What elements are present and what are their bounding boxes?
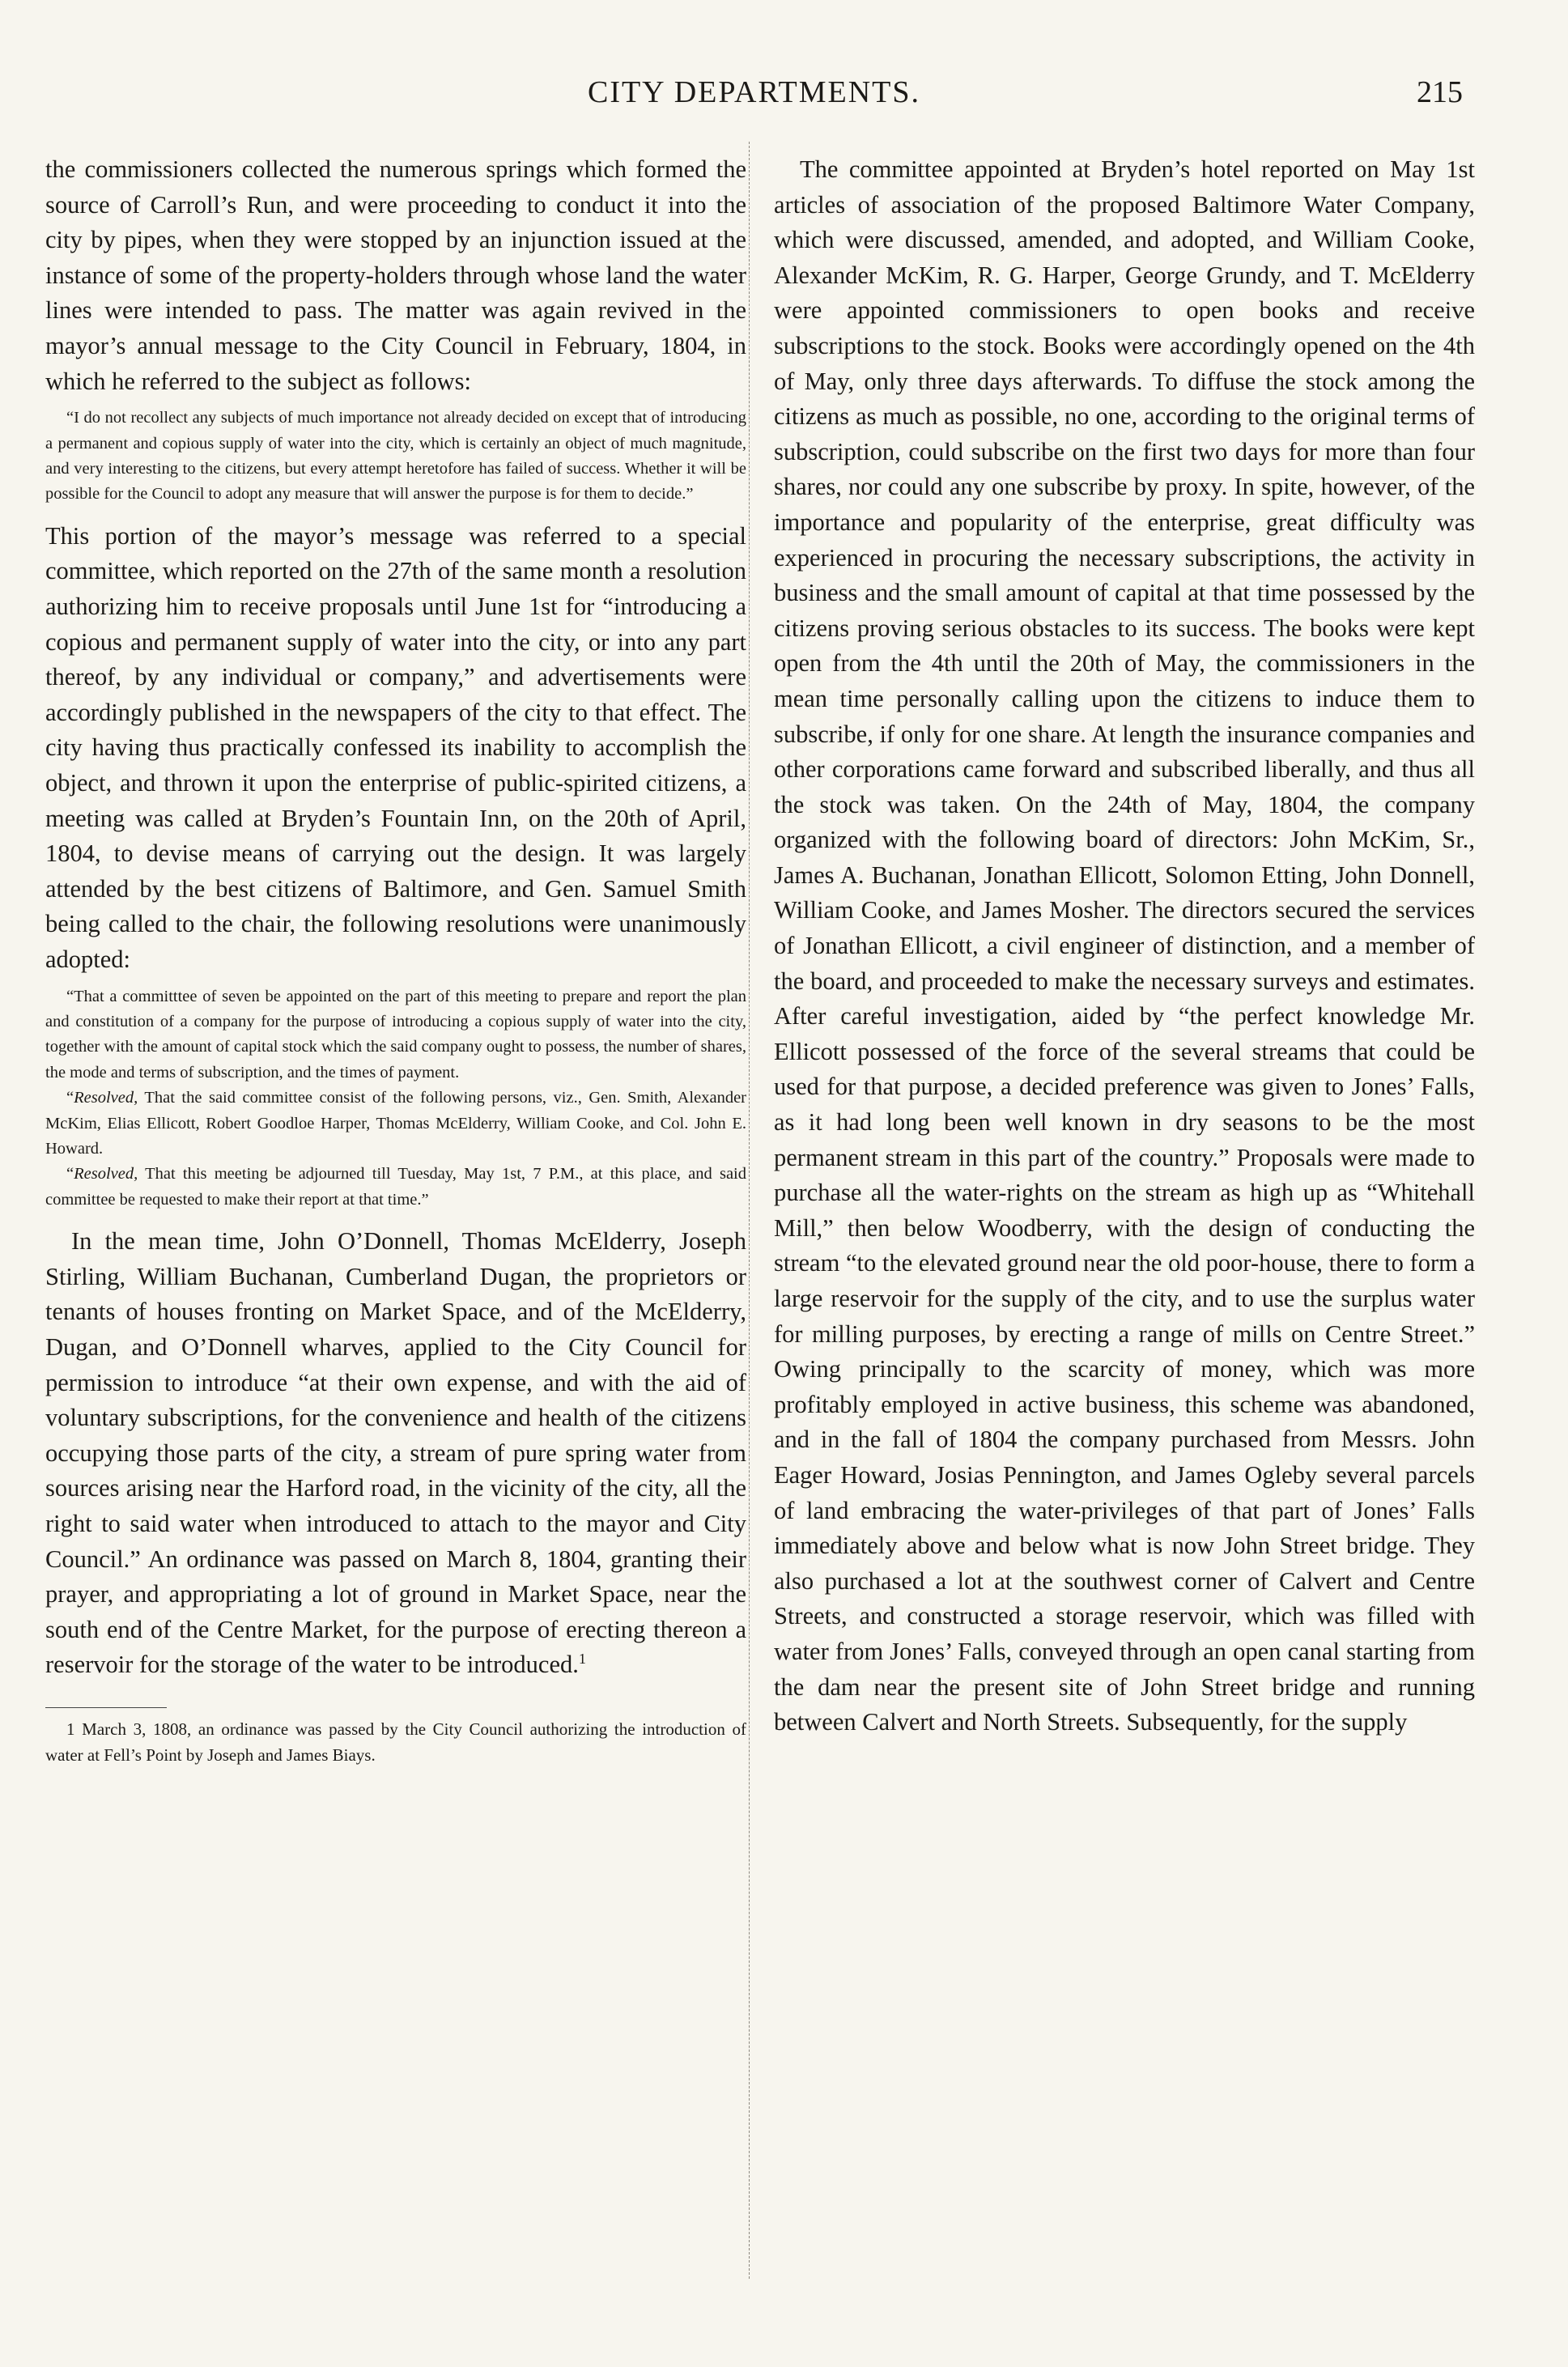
paragraph: The committee appointed at Bryden’s hotel reported on May 1st articles of association of the proposed Baltimore Water Company, which were discussed, amended, and adopted, and William Cooke, Alexander McKim, R. G. Harper, George Grundy, and T. McElderry were appointed commissioners to open books and receive subscriptions to the stock. Books were accordingly opened on the 4th of May, only three days afterwards. To diffuse the stock among the citizens as much as possible, no one, according to the original terms of subscription, could subscribe on the first two days for more than four shares, nor could any one subscribe by proxy. In spite, however, of the importance and popularity of the enterprise, great difficulty was experienced in procuring the necessary subscriptions, the activity in business and the small amount of capital at that time possessed by the citizens proving serious obstacles to its success. The books were kept open from the 4th until the 20th of May, the commissioners in the mean time personally calling upon the citizens to induce them to subscribe, if only for one share. At length the insurance companies and other corporations came forward and subscribed liberally, and thus all the stock was taken. On the 24th of May, 1804, the company organized with the following board of directors: John McKim, Sr., James A. Buchanan, Jonathan Ellicott, Solomon Etting, John Donnell, William Cooke, and James Mosher. The directors secured the services of Jonathan Ellicott, a civil engineer of distinction, and a member of the board, and proceeded to make the necessary surveys and estimates. After careful investigation, aided by “the perfect knowledge Mr. Ellicott possessed of the force of the several streams that could be used for that purpose, a decided preference was given to Jones’ Falls, as it had long been well known in dry seasons to be the most permanent stream in this part of the country.” Proposals were made to purchase all the water-rights on the stream as high up as “Whitehall Mill,” then below Woodberry, with the design of conducting the stream “to the elevated ground near the old poor-house, there to form a large reservoir for the supply of the city, and to use the surplus water for milling purposes, by erecting a range of mills on Centre Street.” Owing principally to the scarcity of money, which was more profitably employed in active business, this scheme was abandoned, and in the fall of 1804 the company purchased from Messrs. John Eager Howard, Josias Pennington, and James Ogleby several parcels of land embracing the water-privileges of that part of Jones’ Falls immediately above and below what is now John Street bridge. They also purchased a lot at the southwest corner of Calvert and Centre Streets, and constructed a storage reservoir, which was filled with water from Jones’ Falls, conveyed through an open canal starting from the dam near the present site of John Street bridge and running between Calvert and North Streets. Subsequently, for the supply <box>774 155 1475 1736</box>
paragraph-text: In the mean time, John O’Donnell, Thomas McElderry, Joseph Stirling, William Buchanan, Cumberland Dugan, the proprietors or tenants of houses fronting on Market Space, and of the McElderry, Dugan, and O’Donnell wharves, applied to the City Council for permission to introduce “at their own expense, and with the aid of voluntary subscriptions, for the convenience and health of the citizens occupying those parts of the city, a stream of pure spring water from sources arising near the Harford road, in the vicinity of the city, all the right to said water when introduced to attach to the mayor and City Council.” An ordinance was passed on March 8, 1804, granting their prayer, and appropriating a lot of ground in Market Space, near the south end of the Centre Market, for the purpose of erecting thereon a reservoir for the storage of the water to be introduced. <box>45 1227 746 1679</box>
resolved-label: Resolved, <box>74 1089 138 1107</box>
footnote: 1 March 3, 1808, an ordinance was passed by the City Council authorizing the introduction of water at Fell’s Point by Joseph and James Biays. <box>45 1719 746 1765</box>
resolution-text: That this meeting be adjourned till Tuesday, May 1st, 7 P.M., at this place, and said committee be requested to make their report at that time.” <box>45 1165 746 1209</box>
paragraph: This portion of the mayor’s message was referred to a special committee, which reported on the 27th of the same month a resolution authorizing him to receive proposals until June 1st for “introducing a copious and permanent supply of water into the city, or into any part thereof, by any individual or company,” and advertisements were accordingly published in the newspapers of the city to that effect. The city having thus practically confessed its inability to accomplish the object, and thrown it upon the enterprise of public-spirited citizens, a meeting was called at Bryden’s Fountain Inn, on the 20th of April, 1804, to devise means of carrying out the design. It was largely attended by the best citizens of Baltimore, and Gen. Samuel Smith being called to the chair, the following resolutions were unanimously adopted: <box>45 521 746 973</box>
resolution: “Resolved, That this meeting be adjourned till Tuesday, May 1st, 7 P.M., at this place, and said committee be requested to make their report at that time.” <box>45 1165 746 1209</box>
paragraph <box>45 1224 746 1683</box>
quote-text: “That a committtee of seven be appointed on the part of this meeting to prepare and report the plan and constitution of a company for the purpose of introducing a copious supply of water into the city, together with the amount of capital stock which the said company ought to possess, the number of shares, the mode and terms of subscription, and the times of payment. <box>45 987 746 1082</box>
paragraph: the commissioners collected the numerous springs which formed the source of Carroll’s Run, and were proceeding to conduct it into the city by pipes, when they were stopped by an injunction issued at the instance of some of the property-holders through whose land the water lines were intended to pass. The matter was again revived in the mayor’s annual message to the City Council in February, 1804, in which he referred to the subject as follows: <box>45 155 746 395</box>
footnote-rule <box>45 1707 167 1708</box>
running-head: CITY DEPARTMENTS. <box>587 75 921 109</box>
quote-text: “I do not recollect any subjects of much importance not already decided on except that of introducing a permanent and copious supply of water into the city, which is certainly an object of much magnitude, and very interesting to the citizens, but every attempt heretofore has failed of success. Whether it will be possible for the Council to adopt any measure that will answer the purpose is for them to decide.” <box>45 409 746 504</box>
footnote-marker: 1 <box>578 1651 587 1668</box>
block-quote-mayor <box>45 406 746 508</box>
left-column <box>45 152 746 1768</box>
page-number: 215 <box>1417 75 1463 109</box>
right-column <box>774 152 1475 1740</box>
resolved-label: Resolved, <box>74 1165 138 1184</box>
page-header <box>45 74 1463 115</box>
column-divider <box>749 142 750 2279</box>
resolution: “Resolved, That the said committee consist of the following persons, viz., Gen. Smith, Alexander McKim, Elias Ellicott, Robert Goodloe Harper, Thomas McElderry, William Cooke, and Col. John E. Howard. <box>45 1089 746 1158</box>
resolution-text: That the said committee consist of the following persons, viz., Gen. Smith, Alexander McKim, Elias Ellicott, Robert Goodloe Harper, Thomas McElderry, William Cooke, and Col. John E. Howard. <box>45 1089 746 1158</box>
block-quote-resolutions <box>45 984 746 1213</box>
